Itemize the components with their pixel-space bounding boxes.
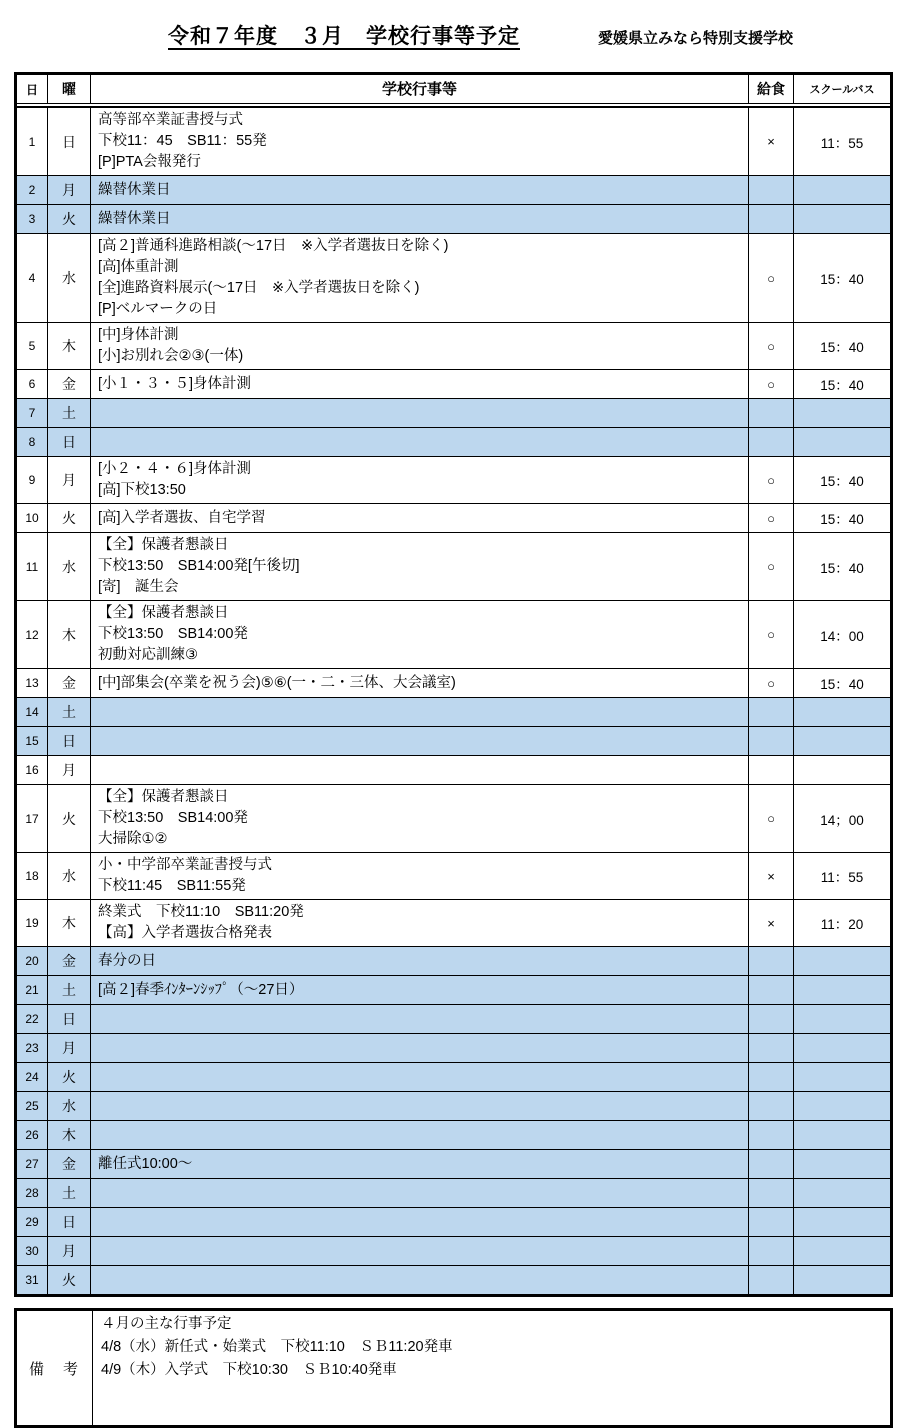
weekday-cell: 月 <box>48 1034 91 1062</box>
event-line: 離任式10:00～ <box>98 1155 193 1172</box>
events-cell <box>91 1063 749 1091</box>
events-cell <box>91 900 749 946</box>
remark-line: 4/8（水）新任式・始業式 下校11:10 ＳＢ11:20発車 <box>101 1339 453 1355</box>
schedule-table-body <box>17 107 890 1294</box>
events-cell <box>91 669 749 697</box>
events-cell <box>91 234 749 322</box>
events-cell <box>91 756 749 784</box>
document-header <box>0 0 907 58</box>
bus-cell <box>794 1034 890 1062</box>
lunch-cell: ○ <box>749 669 794 697</box>
events-cell <box>91 205 749 233</box>
events-cell <box>91 323 749 369</box>
day-cell: 10 <box>17 504 48 532</box>
weekday-cell: 水 <box>48 1092 91 1120</box>
event-line: 下校13:50 SB14:00発 <box>98 626 248 642</box>
day-cell: 26 <box>17 1121 48 1149</box>
event-line: 高等部卒業証書授与式 <box>98 112 243 128</box>
events-cell <box>91 533 749 600</box>
weekday-cell: 日 <box>48 108 91 175</box>
day-cell: 3 <box>17 205 48 233</box>
event-line: 終業式 下校11:10 SB11:20発 <box>98 904 304 920</box>
bus-cell <box>794 1179 890 1207</box>
schedule-row <box>17 1033 890 1062</box>
day-cell: 17 <box>17 785 48 852</box>
day-cell: 21 <box>17 976 48 1004</box>
lunch-cell: ○ <box>749 457 794 503</box>
day-cell: 4 <box>17 234 48 322</box>
lunch-cell <box>749 399 794 427</box>
bus-cell <box>794 1266 890 1294</box>
schedule-row <box>17 369 890 398</box>
lunch-cell: ○ <box>749 504 794 532</box>
event-line: [高２]春季ｲﾝﾀｰﾝｼｯﾌﾟ（～27日） <box>98 981 304 998</box>
event-line: 【全】保護者懇談日 <box>98 789 229 805</box>
lunch-cell <box>749 1150 794 1178</box>
bus-cell: 15：40 <box>820 512 864 527</box>
schedule-row <box>17 204 890 233</box>
day-cell: 9 <box>17 457 48 503</box>
weekday-cell: 土 <box>48 399 91 427</box>
bus-cell <box>794 727 890 755</box>
weekday-cell: 月 <box>48 1237 91 1265</box>
schedule-row <box>17 784 890 852</box>
remarks-body <box>93 1311 890 1425</box>
events-cell <box>91 457 749 503</box>
bus-cell <box>794 1063 890 1091</box>
events-cell <box>91 1237 749 1265</box>
event-line: [寄] 誕生会 <box>98 579 179 595</box>
events-cell <box>91 370 749 398</box>
bus-cell <box>794 947 890 975</box>
lunch-cell: ○ <box>749 370 794 398</box>
day-cell: 2 <box>17 176 48 204</box>
schedule-row <box>17 107 890 175</box>
event-line: [高]入学者選抜、自宅学習 <box>98 509 266 526</box>
weekday-cell: 火 <box>48 1063 91 1091</box>
day-cell: 20 <box>17 947 48 975</box>
event-line: [P]ベルマークの日 <box>98 301 218 317</box>
lunch-cell <box>749 1092 794 1120</box>
events-cell <box>91 1266 749 1294</box>
day-cell: 5 <box>17 323 48 369</box>
event-line: 下校11:45 SB11:55発 <box>98 878 246 894</box>
schedule-row <box>17 726 890 755</box>
weekday-cell: 水 <box>48 853 91 899</box>
lunch-cell <box>749 698 794 726</box>
schedule-header-row <box>17 75 890 107</box>
weekday-cell: 月 <box>48 457 91 503</box>
lunch-cell: × <box>749 853 794 899</box>
day-cell: 22 <box>17 1005 48 1033</box>
weekday-cell: 月 <box>48 756 91 784</box>
bus-cell <box>794 1150 890 1178</box>
column-header-bus: スクールバス <box>809 84 875 96</box>
events-cell <box>91 601 749 668</box>
events-cell <box>91 1179 749 1207</box>
day-cell: 29 <box>17 1208 48 1236</box>
bus-cell: 11：20 <box>820 917 864 932</box>
lunch-cell <box>749 1121 794 1149</box>
day-cell: 15 <box>17 727 48 755</box>
event-line: [小２・４・６]身体計測 <box>98 461 252 477</box>
remark-line: 4/9（木）入学式 下校10:30 ＳＢ10:40発車 <box>101 1362 397 1378</box>
bus-cell <box>794 428 890 456</box>
column-header-events: 学校行事等 <box>91 75 749 103</box>
lunch-cell <box>749 756 794 784</box>
event-line: [全]進路資料展示(～17日 ※入学者選抜日を除く) <box>98 280 420 296</box>
schedule-row <box>17 852 890 899</box>
lunch-cell <box>749 205 794 233</box>
weekday-cell: 金 <box>48 370 91 398</box>
weekday-cell: 金 <box>48 947 91 975</box>
weekday-cell: 日 <box>48 428 91 456</box>
schedule-row <box>17 1091 890 1120</box>
weekday-cell: 土 <box>48 698 91 726</box>
weekday-cell: 火 <box>48 785 91 852</box>
event-line: 【全】保護者懇談日 <box>98 537 229 553</box>
weekday-cell: 日 <box>48 727 91 755</box>
bus-cell: 15：40 <box>820 560 864 576</box>
weekday-cell: 日 <box>48 1005 91 1033</box>
schedule-row <box>17 946 890 975</box>
weekday-cell: 火 <box>48 1266 91 1294</box>
lunch-cell <box>749 1063 794 1091</box>
events-cell <box>91 1034 749 1062</box>
lunch-cell: × <box>749 108 794 175</box>
bus-cell <box>794 976 890 1004</box>
lunch-cell: ○ <box>749 601 794 668</box>
weekday-cell: 火 <box>48 504 91 532</box>
bus-cell: 15：40 <box>820 340 864 355</box>
bus-cell <box>794 1092 890 1120</box>
day-cell: 24 <box>17 1063 48 1091</box>
lunch-cell: ○ <box>749 533 794 600</box>
schedule-row <box>17 975 890 1004</box>
bus-cell <box>794 399 890 427</box>
event-line: [中]身体計測 <box>98 327 179 343</box>
events-cell <box>91 428 749 456</box>
bus-cell: 14；00 <box>820 812 864 828</box>
events-cell <box>91 727 749 755</box>
remarks-section <box>14 1308 893 1428</box>
day-cell: 25 <box>17 1092 48 1120</box>
schedule-row <box>17 1265 890 1294</box>
day-cell: 13 <box>17 669 48 697</box>
events-cell <box>91 1208 749 1236</box>
bus-cell <box>794 1121 890 1149</box>
day-cell: 12 <box>17 601 48 668</box>
day-cell: 30 <box>17 1237 48 1265</box>
events-cell <box>91 785 749 852</box>
bus-cell <box>794 1005 890 1033</box>
lunch-cell <box>749 1266 794 1294</box>
schedule-row <box>17 1207 890 1236</box>
schedule-row <box>17 600 890 668</box>
event-line: [中]部集会(卒業を祝う会)⑤⑥(一・二・三体、大会議室) <box>98 674 456 691</box>
lunch-cell <box>749 1005 794 1033</box>
event-line: 【高】入学者選抜合格発表 <box>98 925 272 941</box>
day-cell: 23 <box>17 1034 48 1062</box>
event-line: 【全】保護者懇談日 <box>98 605 229 621</box>
event-line: [P]PTA会報発行 <box>98 154 201 170</box>
day-cell: 8 <box>17 428 48 456</box>
event-line: [高]体重計測 <box>98 259 179 275</box>
event-line: 初動対応訓練③ <box>98 647 198 663</box>
lunch-cell: × <box>749 900 794 946</box>
lunch-cell: ○ <box>749 323 794 369</box>
schedule-row <box>17 668 890 697</box>
day-cell: 28 <box>17 1179 48 1207</box>
event-line: 繰替休業日 <box>98 210 171 227</box>
lunch-cell <box>749 1208 794 1236</box>
schedule-row <box>17 755 890 784</box>
events-cell <box>91 1092 749 1120</box>
lunch-cell <box>749 1179 794 1207</box>
day-cell: 18 <box>17 853 48 899</box>
events-cell <box>91 108 749 175</box>
schedule-row <box>17 503 890 532</box>
school-name: 愛媛県立みなら特別支援学校 <box>598 30 794 47</box>
event-line: 下校11：45 SB11：55発 <box>98 133 267 149</box>
events-cell <box>91 176 749 204</box>
bus-cell <box>794 698 890 726</box>
schedule-row <box>17 456 890 503</box>
bus-cell <box>794 176 890 204</box>
lunch-cell: ○ <box>749 785 794 852</box>
schedule-row <box>17 427 890 456</box>
events-cell <box>91 1150 749 1178</box>
page-title: 令和７年度 ３月 学校行事等予定 <box>168 25 520 48</box>
bus-cell: 14：00 <box>820 628 864 644</box>
events-cell <box>91 504 749 532</box>
day-cell: 11 <box>17 533 48 600</box>
bus-cell: 11：55 <box>820 135 864 151</box>
day-cell: 6 <box>17 370 48 398</box>
events-cell <box>91 698 749 726</box>
event-line: 大掃除①② <box>98 831 168 847</box>
bus-cell: 15：40 <box>820 474 864 489</box>
event-line: 下校13:50 SB14:00発 <box>98 810 248 826</box>
day-cell: 1 <box>17 108 48 175</box>
events-cell <box>91 1121 749 1149</box>
weekday-cell: 日 <box>48 1208 91 1236</box>
lunch-cell <box>749 1034 794 1062</box>
day-cell: 31 <box>17 1266 48 1294</box>
weekday-cell: 木 <box>48 323 91 369</box>
column-header-lunch: 給食 <box>749 75 794 103</box>
weekday-cell: 金 <box>48 1150 91 1178</box>
day-cell: 7 <box>17 399 48 427</box>
event-line: 繰替休業日 <box>98 181 171 198</box>
event-line: 下校13:50 SB14:00発[午後切] <box>98 558 300 574</box>
bus-cell <box>794 1237 890 1265</box>
weekday-cell: 木 <box>48 1121 91 1149</box>
bus-cell <box>794 756 890 784</box>
day-cell: 16 <box>17 756 48 784</box>
schedule-row <box>17 1236 890 1265</box>
schedule-row <box>17 1120 890 1149</box>
schedule-row <box>17 697 890 726</box>
lunch-cell <box>749 428 794 456</box>
lunch-cell <box>749 176 794 204</box>
schedule-row <box>17 233 890 322</box>
event-line: [高２]普通科進路相談(～17日 ※入学者選抜日を除く) <box>98 238 449 254</box>
events-cell <box>91 853 749 899</box>
bus-cell <box>794 205 890 233</box>
schedule-row <box>17 398 890 427</box>
lunch-cell <box>749 727 794 755</box>
event-line: 小・中学部卒業証書授与式 <box>98 857 272 873</box>
schedule-row <box>17 1149 890 1178</box>
schedule-row <box>17 1062 890 1091</box>
schedule-row <box>17 1178 890 1207</box>
bus-cell: 15：40 <box>820 272 864 287</box>
schedule-row <box>17 175 890 204</box>
schedule-row <box>17 1004 890 1033</box>
event-line: [小]お別れ会②③(一体) <box>98 348 244 364</box>
bus-cell: 15：40 <box>820 677 864 692</box>
events-cell <box>91 976 749 1004</box>
events-cell <box>91 947 749 975</box>
schedule-row <box>17 899 890 946</box>
weekday-cell: 火 <box>48 205 91 233</box>
lunch-cell: ○ <box>749 234 794 322</box>
column-header-day: 日 <box>17 75 48 103</box>
schedule-row <box>17 532 890 600</box>
schedule-row <box>17 322 890 369</box>
weekday-cell: 月 <box>48 176 91 204</box>
weekday-cell: 土 <box>48 976 91 1004</box>
event-line: 春分の日 <box>98 952 156 969</box>
weekday-cell: 金 <box>48 669 91 697</box>
events-cell <box>91 399 749 427</box>
day-cell: 27 <box>17 1150 48 1178</box>
bus-cell <box>794 1208 890 1236</box>
day-cell: 14 <box>17 698 48 726</box>
event-line: [小１・３・５]身体計測 <box>98 375 252 392</box>
remark-line: ４月の主な行事予定 <box>101 1316 232 1332</box>
lunch-cell <box>749 976 794 1004</box>
lunch-cell <box>749 1237 794 1265</box>
day-cell: 19 <box>17 900 48 946</box>
column-header-weekday: 曜 <box>48 75 91 103</box>
weekday-cell: 土 <box>48 1179 91 1207</box>
schedule-table <box>14 72 893 1297</box>
weekday-cell: 水 <box>48 533 91 600</box>
weekday-cell: 水 <box>48 234 91 322</box>
weekday-cell: 木 <box>48 601 91 668</box>
weekday-cell: 木 <box>48 900 91 946</box>
events-cell <box>91 1005 749 1033</box>
lunch-cell <box>749 947 794 975</box>
bus-cell: 15：40 <box>820 378 864 393</box>
remarks-label: 備 考 <box>17 1311 93 1425</box>
event-line: [高]下校13:50 <box>98 482 186 498</box>
bus-cell: 11：55 <box>820 870 864 885</box>
